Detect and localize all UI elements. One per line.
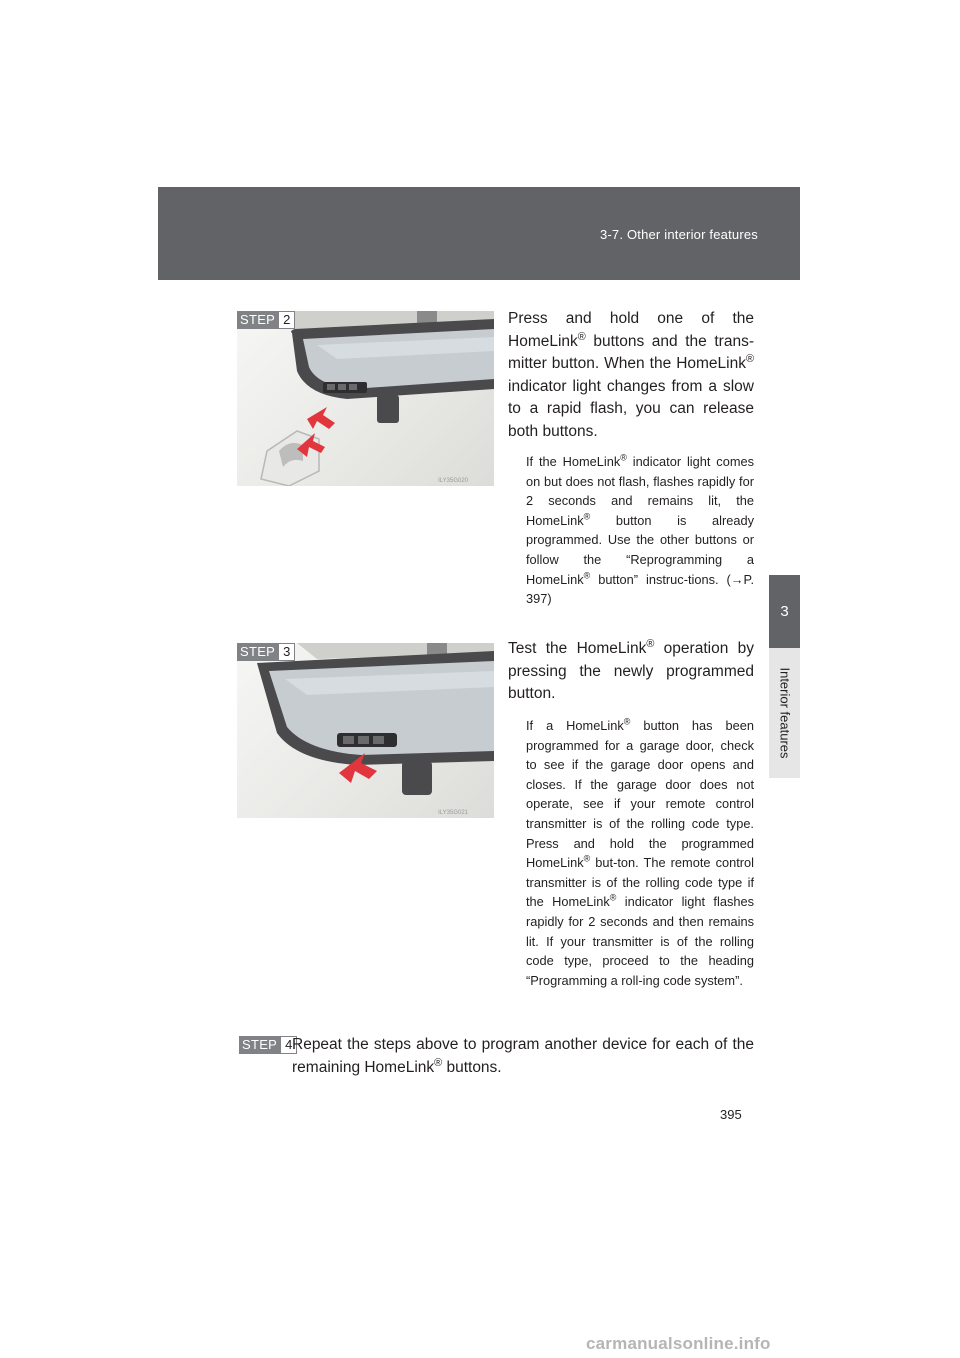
section-title: 3-7. Other interior features xyxy=(599,227,758,242)
header-band xyxy=(158,187,800,280)
chapter-number: 3 xyxy=(780,603,789,620)
step-badge xyxy=(237,311,295,329)
press-arrow-icon xyxy=(307,407,335,429)
step-3-note: If a HomeLink® button has been programmed for a garage door, check to see if the garage door opens and closes. If the garage door does not operate, see if your remote control transmitter is of the rolling code type. Press and hold the programmed HomeLink® but-ton. The remote control transmitter is of the rolling code type if the HomeLink® indicator light flashes rapidly for 2 seconds and then remains lit. If your transmitter is of the rolling code type, proceed to the heading “Programming a roll-ing code system”. xyxy=(526,716,754,988)
step-2-figure xyxy=(237,311,494,486)
step-3-figure xyxy=(237,643,494,818)
step-label: STEP xyxy=(237,643,278,661)
step-label: STEP xyxy=(239,1036,280,1054)
page-number: 395 xyxy=(720,1107,742,1122)
step-3-instruction: Test the HomeLink® operation by pressing the newly programmed button. xyxy=(508,637,754,702)
mirror-button-illustration xyxy=(237,643,494,818)
step-2-instruction: Press and hold one of the HomeLink® buttons and the trans-mitter button. When the HomeLink® indicator light changes from a slow to a rapid flash, you can release both buttons. xyxy=(508,310,754,440)
step-label: STEP xyxy=(237,311,278,329)
figure-id: ILY35G021 xyxy=(438,810,468,816)
step-4-instruction: Repeat the steps above to program another device for each of the remaining HomeLink® buttons. xyxy=(292,1036,754,1076)
step-2-note: If the HomeLink® indicator light comes on but does not flash, flashes rapidly for 2 seconds and remains lit, the HomeLink® button is already programmed. Use the other buttons or follow the “Reprogramming a HomeLink® button” instruc-tions. (→P. 397) xyxy=(526,452,754,607)
step-number: 4 xyxy=(280,1036,297,1054)
figure-id: ILY35G020 xyxy=(438,478,468,484)
step-number: 2 xyxy=(278,311,295,329)
chapter-title-tab xyxy=(769,648,800,778)
step-number: 3 xyxy=(278,643,295,661)
chapter-number-tab xyxy=(769,575,800,648)
mirror-transmitter-illustration xyxy=(237,311,494,486)
step-badge xyxy=(237,643,295,661)
chapter-title: Interior features xyxy=(777,667,792,759)
step-badge xyxy=(239,1036,297,1054)
watermark: carmanualsonline.info xyxy=(586,1334,771,1353)
